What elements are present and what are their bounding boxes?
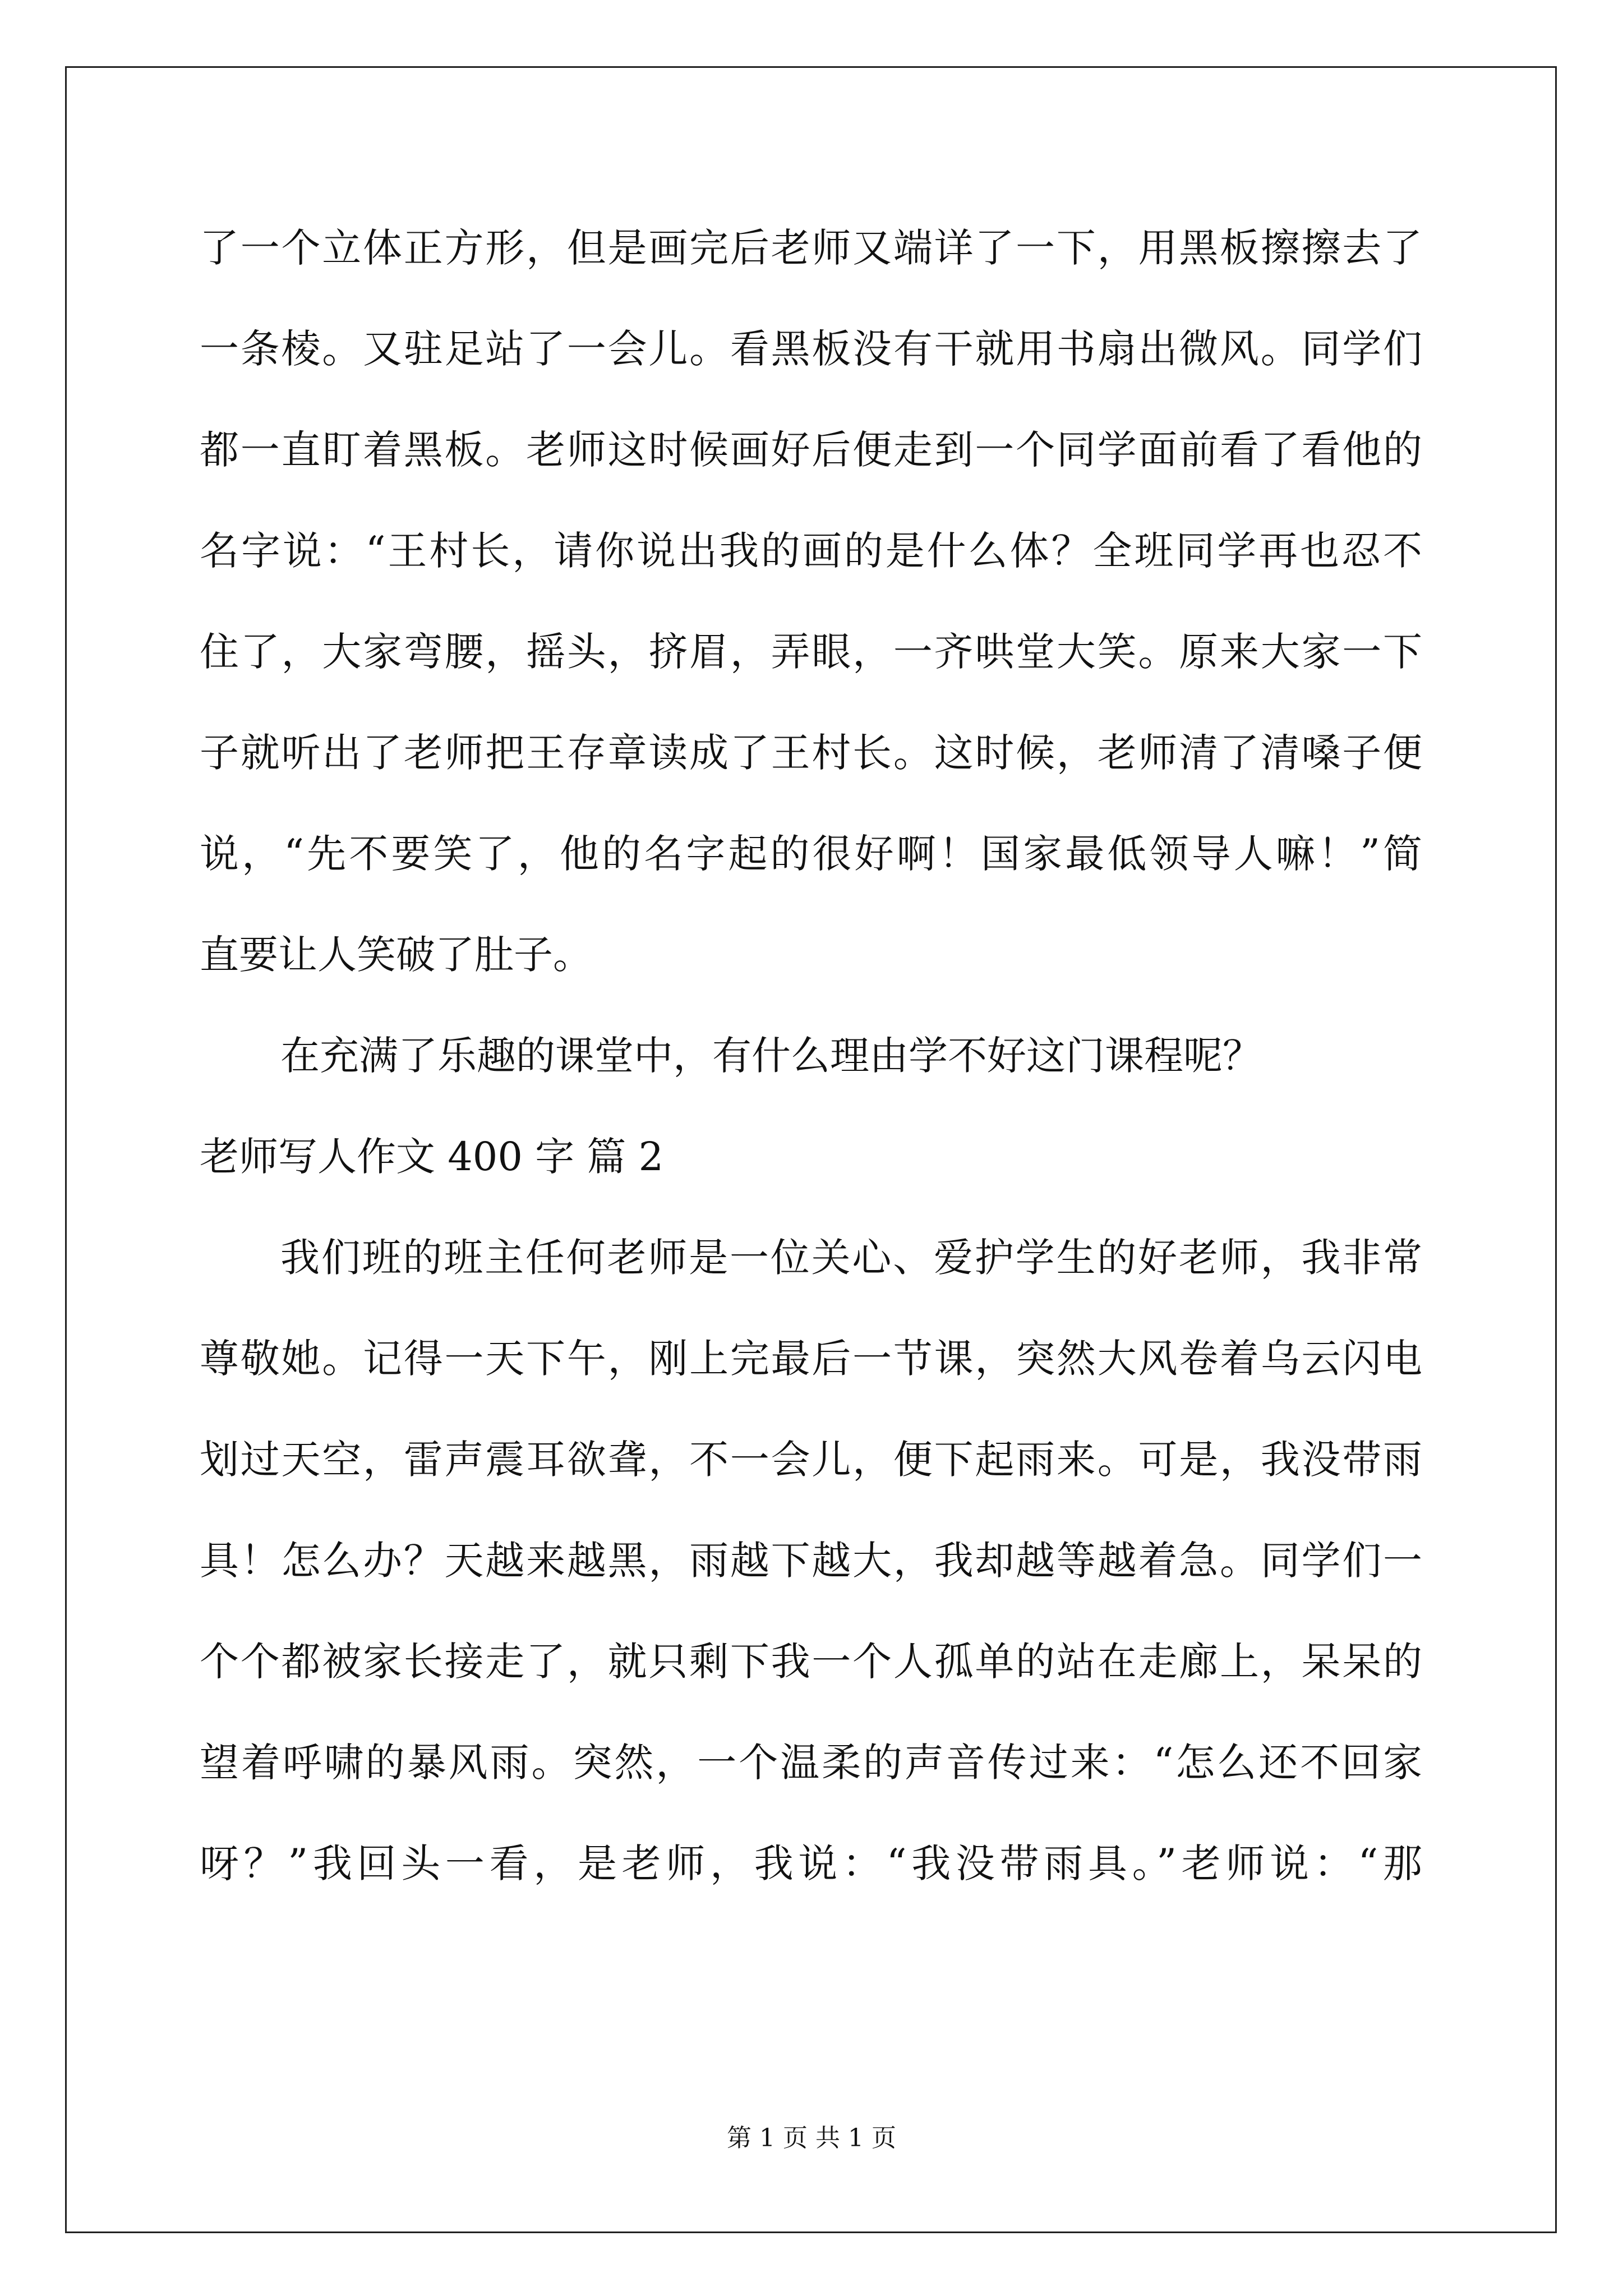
text-line: 子就听出了老师把王存章读成了王村长。这时候，老师清了清嗓子便: [200, 730, 1422, 776]
text-line: 一条棱。又驻足站了一会儿。看黑板没有干就用书扇出微风。同学们: [200, 326, 1422, 372]
text-line: 了一个立体正方形，但是画完后老师又端详了一下，用黑板擦擦去了: [200, 225, 1422, 271]
page-number-footer: 第 1 页 共 1 页: [727, 2124, 896, 2152]
text-line: 尊敬她。记得一天下午，刚上完最后一节课，突然大风卷着乌云闪电: [200, 1336, 1422, 1382]
text-line: 望着呼啸的暴风雨。突然，一个温柔的声音传过来：“怎么还不回家: [200, 1740, 1422, 1786]
paragraph-line: 在充满了乐趣的课堂中，有什么理由学不好这门课程呢？: [280, 1033, 1262, 1079]
text-line: 说，“先不要笑了，他的名字起的很好啊！国家最低领导人嘛！”简: [200, 831, 1422, 877]
text-line: 个个都被家长接走了，就只剩下我一个人孤单的站在走廊上，呆呆的: [200, 1639, 1422, 1685]
text-line: 具！怎么办？天越来越黑，雨越下越大，我却越等越着急。同学们一: [200, 1538, 1422, 1584]
text-line: 呀？”我回头一看，是老师，我说：“我没带雨具。”老师说：“那: [200, 1841, 1422, 1887]
text-line: 名字说：“王村长，请你说出我的画的是什么体？全班同学再也忍不: [200, 528, 1422, 574]
text-line: 住了，大家弯腰，摇头，挤眉，弄眼，一齐哄堂大笑。原来大家一下: [200, 629, 1422, 675]
text-line: 都一直盯着黑板。老师这时候画好后便走到一个同学面前看了看他的: [200, 427, 1422, 473]
section-heading: 老师写人作文 400 字 篇 2: [200, 1134, 664, 1180]
paragraph-line: 我们班的班主任何老师是一位关心、爱护学生的好老师，我非常: [280, 1235, 1422, 1281]
text-line: 直要让人笑破了肚子。: [200, 932, 592, 978]
text-line: 划过天空，雷声震耳欲聋，不一会儿，便下起雨来。可是，我没带雨: [200, 1437, 1422, 1483]
